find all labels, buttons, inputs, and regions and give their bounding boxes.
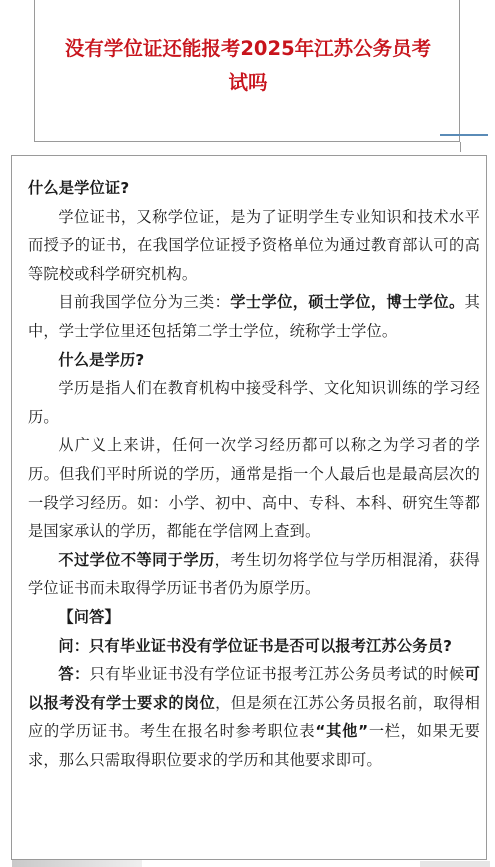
section-heading-degree: 什么是学位证? — [28, 179, 130, 197]
bold-text: 学士学位，硕士学位，博士学位。 — [230, 293, 465, 312]
qa-heading: 【问答】 — [58, 607, 120, 626]
text: 只有毕业证书没有学位证书报考江苏公务员考试的时候 — [89, 665, 465, 684]
text: ，考生切勿将学位与学历相混淆，获得学位证书而未取得学历证书者仍为原学历。 — [28, 550, 481, 598]
text: 目前我国学位分为三类： — [58, 293, 231, 312]
watermark-strip — [420, 861, 490, 867]
answer-label: 答： — [58, 665, 90, 684]
article-body — [28, 174, 480, 774]
bottom-decoration — [12, 860, 142, 867]
section-heading-education: 什么是学历? — [58, 350, 145, 369]
accent-line-right — [440, 134, 488, 136]
bold-text: 不过学位不等同于学历 — [58, 550, 215, 569]
paragraph: 学位证书，又称学位证，是为了证明学生专业知识和技术水平而授予的证书，在我国学位证授予资格单位为通过教育部认可的高等院校或科学研究机构。 — [28, 207, 480, 283]
paragraph: 学历是指人们在教育机构中接受科学、文化知识训练的学习经历。 — [28, 379, 480, 426]
paragraph — [28, 288, 480, 345]
text: 其中，学士学位里还包括第二学士学位，统称学士学位。 — [28, 293, 481, 340]
article-title: 没有学位证还能报考2025年江苏公务员考试吗 — [64, 37, 432, 94]
paragraph: 从广义上来讲，任何一次学习经历都可以称之为学习者的学历。但我们平时所说的学历，通常是指一个人最后也是最高层次的一段学习经历。如：小学、初中、高中、专科、本科、研究生等都是国家承认的学历，都能在学信网上查到。 — [28, 436, 480, 541]
text: ，但是须在江苏公务员报名前，取得相应的学历证书。考生在报名时参考职位表 — [28, 693, 480, 741]
paragraph — [28, 546, 480, 603]
bold-text: “其他” — [315, 722, 369, 741]
content-box — [11, 155, 487, 860]
bold-text: 可以报考没有学士要求的岗位 — [28, 665, 480, 712]
answer — [28, 660, 480, 774]
text: 一栏，如果无要求，那么只需取得职位要求的学历和其他要求即可。 — [28, 722, 481, 769]
title-box — [34, 0, 460, 142]
question: 问：只有毕业证书没有学位证书是否可以报考江苏公务员? — [58, 636, 453, 655]
accent-line-vertical — [460, 142, 461, 152]
